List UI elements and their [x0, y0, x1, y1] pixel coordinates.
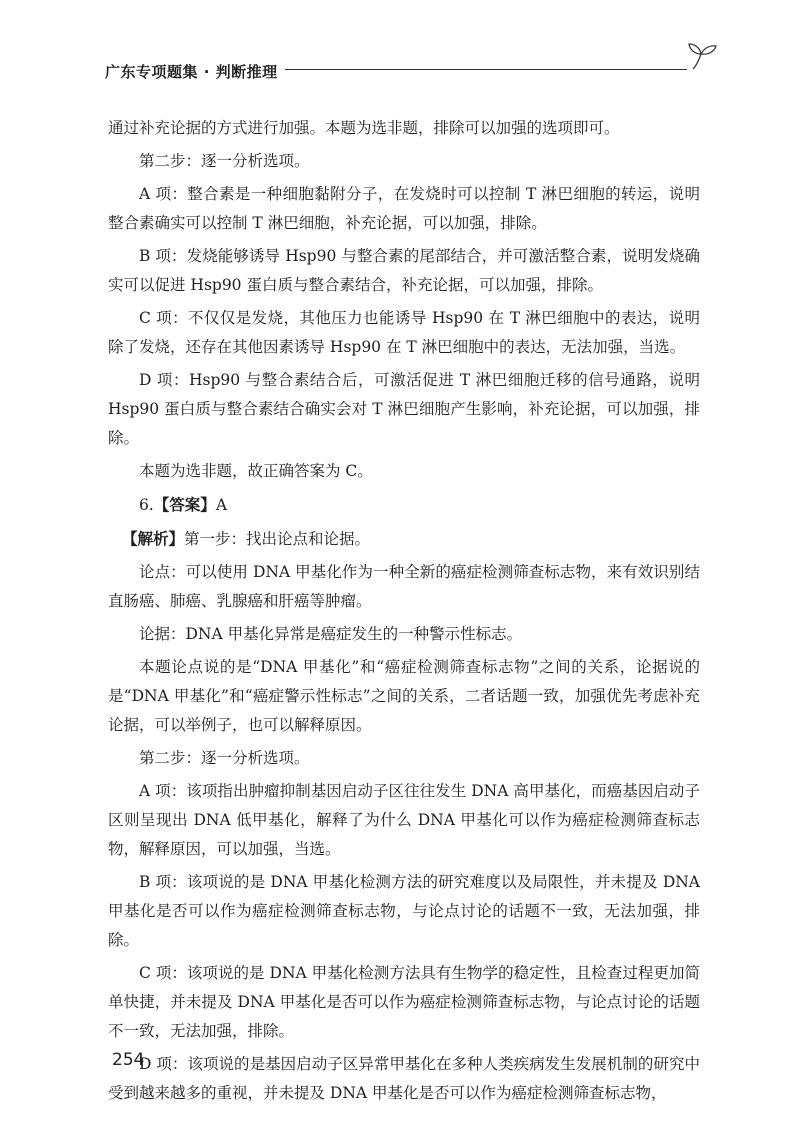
- paragraph: A 项：整合素是一种细胞黏附分子，在发烧时可以控制 T 淋巴细胞的转运，说明整合素确实可以控制 T 淋巴细胞，补充论据，可以加强，排除。: [108, 185, 700, 232]
- paragraph: C 项：该项说的是 DNA 甲基化检测方法具有生物学的稳定性，且检查过程更加简单快捷，并未提及 DNA 甲基化是否可以作为癌症检测筛查标志物，与论点讨论的话题不一致，无法加强，排除。: [108, 964, 700, 1040]
- paragraph: B 项：该项说的是 DNA 甲基化检测方法的研究难度以及局限性，并未提及 DNA 甲基化是否可以作为癌症检测筛查标志物，与论点讨论的话题不一致，无法加强，排除。: [108, 873, 700, 949]
- page-header: [105, 60, 705, 84]
- paragraph: A 项：该项指出肿瘤抑制基因启动子区往往发生 DNA 高甲基化，而癌基因启动子区则呈现出 DNA 低甲基化，解释了为什么 DNA 甲基化可以作为癌症检测筛查标志物，解释原因，可以加强，当选。: [108, 782, 700, 858]
- paragraph: D 项：该项说的是基因启动子区异常甲基化在多种人类疾病发生发展机制的研究中受到越来越多的重视，并未提及 DNA 甲基化是否可以作为癌症检测筛查标志物，: [108, 1055, 700, 1102]
- paragraph: D 项：Hsp90 与整合素结合后，可激活促进 T 淋巴细胞迁移的信号通路，说明 Hsp90 蛋白质与整合素结合确实会对 T 淋巴细胞产生影响，补充论据，可以加强，排除。: [108, 371, 700, 447]
- page-body: [108, 114, 700, 1112]
- paragraph: C 项：不仅仅是发烧，其他压力也能诱导 Hsp90 在 T 淋巴细胞中的表达，说明除了发烧，还存在其他因素诱导 Hsp90 在 T 淋巴细胞中的表达，无法加强，当选。: [108, 309, 700, 356]
- paragraph: B 项：发烧能够诱导 Hsp90 与整合素的尾部结合，并可激活整合素，说明发烧确实可以促进 Hsp90 蛋白质与整合素结合，补充论据，可以加强，排除。: [108, 247, 700, 294]
- answer-value: A: [215, 496, 228, 514]
- paragraph: 本题论点说的是“DNA 甲基化”和“癌症检测筛查标志物”之间的关系，论据说的是“DNA 甲基化”和“癌症警示性标志”之间的关系，二者话题一致，加强优先考虑补充论据，可以举例子，也可以解释原因。: [108, 658, 700, 734]
- paragraph: 论点：可以使用 DNA 甲基化作为一种全新的癌症检测筛查标志物，来有效识别结直肠癌、肺癌、乳腺癌和肝癌等肿瘤。: [108, 563, 700, 610]
- analysis-text: 第一步：找出论点和论据。: [184, 530, 371, 548]
- sprout-icon: [685, 40, 719, 72]
- analysis-tag: 【解析】: [122, 529, 185, 548]
- answer-tag: 【答案】: [153, 495, 216, 514]
- page-number: 254: [112, 1050, 145, 1070]
- analysis-line: [108, 524, 700, 554]
- paragraph: 通过补充论据的方式进行加强。本题为选非题，排除可以加强的选项即可。: [108, 119, 620, 137]
- paragraph: 第二步：逐一分析选项。: [139, 749, 310, 767]
- paragraph: 论据：DNA 甲基化异常是癌症发生的一种警示性标志。: [139, 625, 523, 643]
- question-number: 6.: [139, 496, 154, 514]
- answer-line: [108, 490, 700, 520]
- header-rule: [285, 69, 687, 70]
- paragraph: 本题为选非题，故正确答案为 C。: [139, 462, 373, 480]
- header-title: 广东专项题集 · 判断推理: [105, 63, 278, 81]
- paragraph: 第二步：逐一分析选项。: [139, 152, 310, 170]
